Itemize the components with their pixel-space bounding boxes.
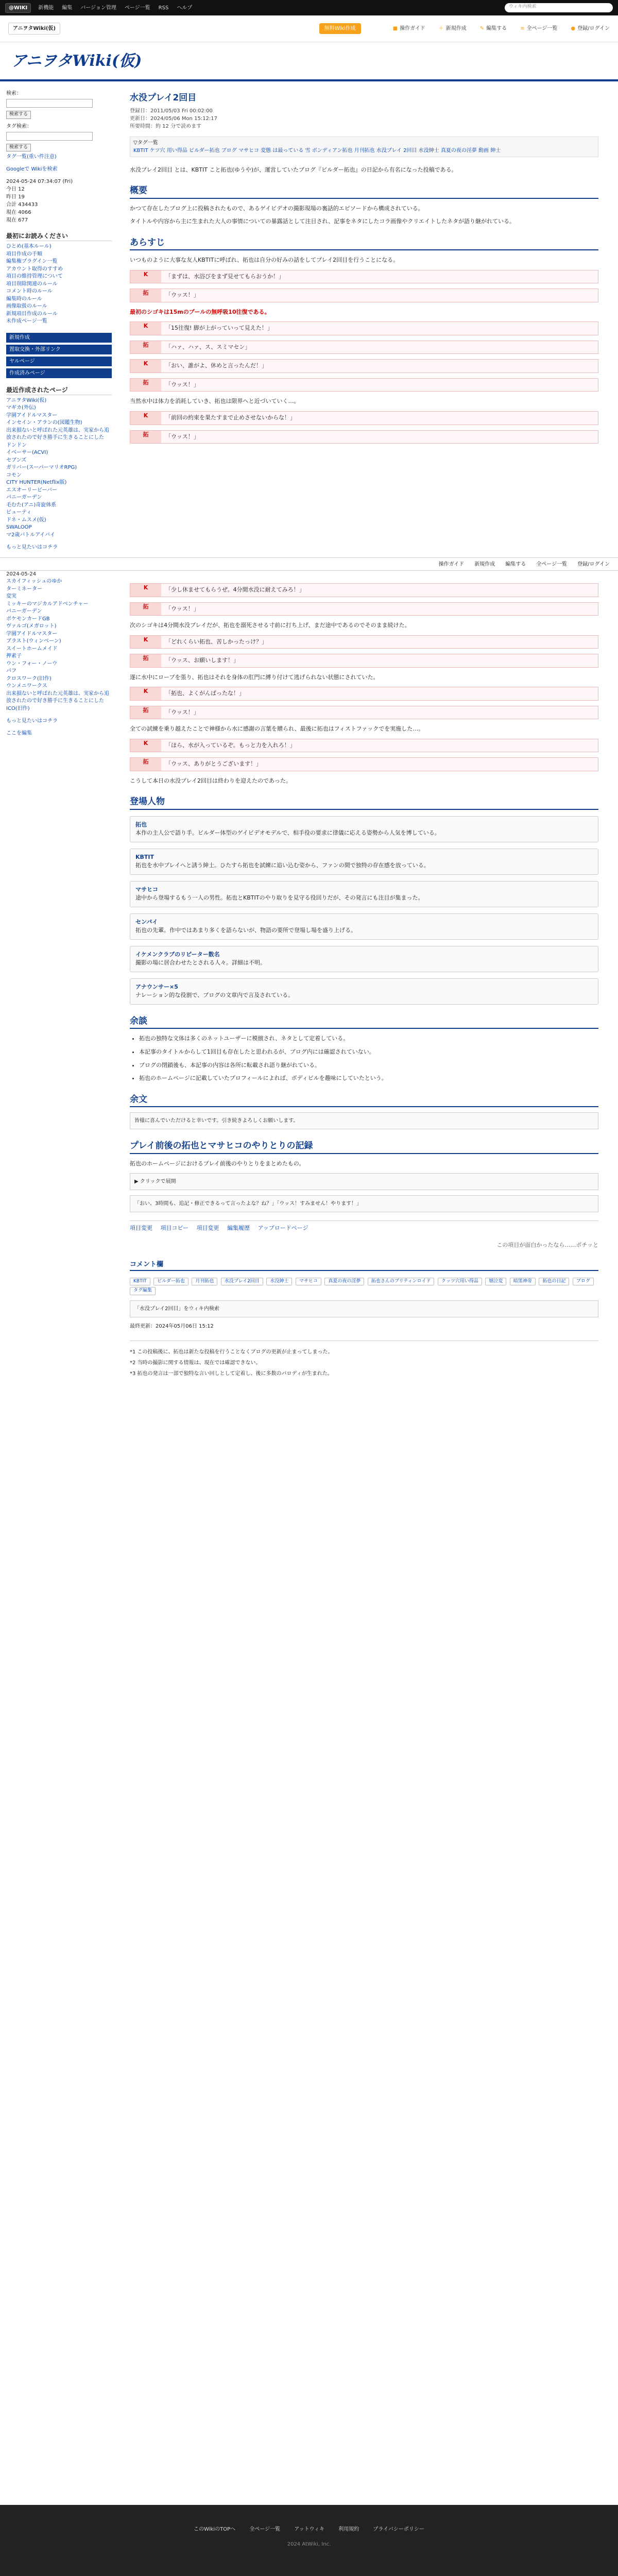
last-updated: 最終更新：2024年05月06日 15:12: [130, 1323, 214, 1329]
site-name[interactable]: アニヲタWiki(仮): [8, 23, 60, 35]
footnote: *2 当時の撮影に関する情報は、現在では確認できない。: [130, 1360, 261, 1366]
footer: [0, 2505, 618, 2576]
new-page-button[interactable]: ＋ 新規作成: [438, 26, 467, 31]
plus-icon: ＋: [438, 26, 444, 31]
menu-help[interactable]: ヘルプ: [177, 5, 193, 11]
action-link[interactable]: 項目変更: [130, 1225, 152, 1232]
section-characters: 登場人物: [130, 795, 598, 810]
site-toolbar: [0, 15, 618, 42]
wiki-header: [0, 42, 618, 81]
user-icon: ●: [571, 26, 576, 31]
footer-links: [0, 2526, 618, 2533]
character-name: 拓也: [135, 821, 147, 828]
character-name: KBTIT: [135, 853, 154, 860]
page-action-links: [130, 1221, 598, 1233]
notice-link[interactable]: 新規項目作成のルール: [6, 311, 58, 317]
tag-chip[interactable]: 拓也の日記: [539, 1278, 569, 1286]
copyright: 2024 AtWiki, Inc.: [287, 2541, 331, 2547]
recent-link[interactable]: マ2歳バトルアイバイ: [6, 532, 56, 538]
footer-link[interactable]: このWikiのTOPへ: [194, 2527, 236, 2532]
dialogue-line: K 「前回の約束を果たすまで止めさせないからな！」: [130, 411, 598, 425]
recent-updated-list: [6, 578, 112, 713]
stats-yesterday: 昨日 19: [6, 194, 25, 200]
character-name: アナウンサー×5: [135, 983, 178, 990]
menu-rss[interactable]: RSS: [158, 5, 169, 11]
footnote: *1 この投稿後に、拓也は新たな投稿を行うことなくブログの更新が止まってしまった。: [130, 1349, 333, 1355]
notice-link[interactable]: 未作成ページ一覧: [6, 318, 47, 324]
notice-link[interactable]: ひとめ(基本ルール): [6, 244, 52, 249]
nav-created[interactable]: 作成済みページ: [6, 368, 112, 378]
character-card: [130, 913, 598, 940]
recent-link[interactable]: ドンドン: [6, 442, 27, 448]
tag-edit-button[interactable]: タグ編集: [130, 1287, 156, 1295]
section-trivia: 余談: [130, 1015, 598, 1029]
trivia-list: [139, 1034, 598, 1082]
updated-link[interactable]: 学園アイドルマスター: [6, 631, 58, 637]
recent-link[interactable]: エスオーリービーバー: [6, 487, 58, 493]
notice-link[interactable]: アカウント取得のすすめ: [6, 266, 63, 272]
dialogue-line: K 「ほら、水が入っているぞ。もっと力を入れろ！」: [130, 739, 598, 753]
recent-link[interactable]: インセイン・アランの(図鑑生物): [6, 420, 82, 426]
notice-link[interactable]: 項目作成の手順: [6, 251, 42, 257]
recent-link[interactable]: ビューティ: [6, 510, 32, 515]
google-search-link[interactable]: Googleで Wikiを検索: [6, 166, 58, 172]
character-desc: 拓也の先輩。作中ではあまり多くを語らないが、物語の要所で登場し場を盛り上げる。: [135, 927, 356, 934]
records-text: 拓也のホームページにおけるプレイ前後のやりとりをまとめたもの。: [130, 1160, 305, 1167]
nav-new[interactable]: 新規作成: [6, 333, 112, 343]
updated-link[interactable]: パニーガーデン: [6, 608, 42, 614]
tag-help-link[interactable]: タグ一覧(重い件注意): [6, 154, 57, 160]
updated-link[interactable]: クロスワーク(旧作): [6, 675, 52, 682]
notice-link[interactable]: 項目の維持管理について: [6, 274, 63, 279]
character-desc: 本作の主人公で語り手。ビルダー体型のゲイビデオモデルで、相手役の要求に律儀に応える姿勢から人気を博している。: [135, 829, 440, 837]
recent-link[interactable]: 出来損ないと呼ばれた元英雄は、実家から追放されたので好き勝手に生きることにした: [6, 427, 109, 440]
recent-link[interactable]: ガリバー(スーパーマリオRPG): [6, 465, 77, 470]
tag-list-label: ▽タグ一覧: [133, 140, 158, 146]
recent-link[interactable]: コモン: [6, 472, 22, 478]
notice-link[interactable]: 画像取扱のルール: [6, 303, 47, 309]
overview-text-1: かつて存在したブログ上に投稿されたもので、あるゲイビデオの撮影現場の裏話的エピソードから構成されている。: [130, 205, 424, 212]
read-time: 所要時間：約 12 分で読めます: [130, 123, 202, 129]
notice-heading: 最初にお読みください: [6, 231, 112, 241]
recent-link[interactable]: イベーサー(ACVI): [6, 450, 48, 455]
updated-link[interactable]: ヴァルゴ(メガロット): [6, 623, 57, 629]
character-name: センパイ: [135, 918, 158, 925]
atwiki-top-bar: [0, 0, 618, 15]
character-name: マサヒコ: [135, 886, 158, 893]
recent-updated-more-link[interactable]: もっと見たいはコチラ: [6, 718, 58, 724]
recent-link[interactable]: CITY HUNTER(Netflix版): [6, 480, 67, 485]
menu-new[interactable]: 新機能: [38, 5, 54, 11]
updated-link[interactable]: ウンメニワークス: [6, 683, 47, 689]
recent-link[interactable]: パニーガーデン: [6, 495, 42, 500]
section-records: プレイ前後の拓也とマサヒコのやりとりの記録: [130, 1140, 598, 1154]
character-desc: 途中から登場するもう一人の男性。拓也とKBTITのやり取りを見守る役回りだが、その発言にも注目が集まった。: [135, 894, 424, 902]
tag-chip[interactable]: 暗黒神帝: [510, 1278, 536, 1286]
recent-more-link[interactable]: もっと見たいはコチラ: [6, 545, 58, 550]
login-button[interactable]: ● 登録/ログイン: [571, 26, 610, 31]
updated-link[interactable]: 出来損ないと呼ばれた元英雄は、実家から追放されたので好き勝手に生きることにした: [6, 690, 109, 704]
updated-link[interactable]: ブラスト(ウィンベーン): [6, 638, 61, 644]
character-card: [130, 946, 598, 972]
dialogue-line: K 「15往復! 脚が上がっていって見えた！」: [130, 321, 598, 335]
footer-link[interactable]: 全ページ一覧: [249, 2527, 281, 2532]
sidebar: [6, 88, 112, 742]
edit-sidebar-link[interactable]: ここを編集: [6, 731, 32, 736]
guide-icon: ■: [392, 26, 398, 31]
edit-link[interactable]: 編集する: [505, 561, 526, 567]
character-card: [130, 881, 598, 907]
article-continued: [130, 578, 598, 1381]
dialogue-line: 拓 「ウッス！」: [130, 289, 598, 302]
tag-search-label: タグ検索：: [6, 123, 32, 129]
pencil-icon: ✎: [479, 26, 485, 31]
tag-chip[interactable]: ブログ: [573, 1278, 594, 1286]
recent-link[interactable]: 毛むた(アニ)奇旋体系: [6, 502, 57, 508]
updated-link[interactable]: ターミネーター: [6, 586, 42, 592]
stats-total: 合計 434433: [6, 202, 38, 208]
notice-list: [6, 243, 112, 326]
sidebar-search-button[interactable]: 検索する: [6, 111, 31, 119]
character-desc: ナレーション的な役割で、ブログの文章内で言及されている。: [135, 992, 294, 999]
all-pages-button[interactable]: ≡ 全ページ一覧: [520, 26, 558, 31]
footer-link[interactable]: プライバシーポリシー: [373, 2527, 424, 2532]
dialogue-line: K 「まずは、水浴びをまず見せてもらおうか！」: [130, 270, 598, 284]
tag-chip[interactable]: 水没紳士: [266, 1278, 292, 1286]
article: [130, 92, 598, 449]
page-meta: [130, 107, 598, 130]
character-card: [130, 816, 598, 842]
afterword-text: 皆様に喜んでいただけると幸いです。引き続きよろしくお願いします。: [130, 1112, 598, 1129]
stats-online: 現在 677: [6, 217, 28, 223]
footer-link[interactable]: 利用規約: [338, 2527, 359, 2532]
wiki-title[interactable]: アニヲタWiki(仮): [11, 52, 142, 70]
trivia-item: • ブログの閉鎖後も、本記事の内容は各所に転載され語り継がれている。: [139, 1061, 598, 1070]
create-wiki-button[interactable]: 無料Wiki作成: [319, 23, 361, 34]
updated-link[interactable]: スカイフィッシュのゆか: [6, 579, 62, 584]
dialogue-line: 拓 「ハァ、ハァ、ス、スミマセン」: [130, 341, 598, 354]
recent-link[interactable]: マギカ(外伝): [6, 405, 36, 411]
action-link[interactable]: アップロードページ: [258, 1225, 308, 1232]
tag-list-items[interactable]: KBTIT ケツ穴 用い得品 ビルダー拓也 ブログ マサヒコ 変態 は最っている 雪 ボンディアン拓也 月刊拓也 水没プレイ 2回目 水没紳士 真夏の夜の淫夢 動画 紳士: [133, 147, 501, 154]
atwiki-logo[interactable]: @WIKI: [5, 3, 31, 13]
tag-chip[interactable]: 嬉泣変: [485, 1278, 506, 1286]
character-card: [130, 978, 598, 1005]
login-link[interactable]: 登録/ログイン: [577, 561, 610, 567]
dialogue-line: 拓 「ウッス、ありがとうございます！」: [130, 757, 598, 771]
trivia-item: • 拓也のホームページに記載していたプロフィールによれば、ボディビルを趣味にしていたという。: [139, 1074, 598, 1083]
action-link[interactable]: 項目変更: [196, 1225, 219, 1232]
records-quote: 「おい、3時間も、追記・修正できるって言ったよな？ね？」「ウッス！すみません！やります！」: [130, 1195, 598, 1212]
notice-link[interactable]: 編集権プラグイン一覧: [6, 259, 58, 264]
page-frame: [0, 42, 618, 2505]
overview-text-2: タイトルや内容から主に生まれた大人の事情についての暴露話として注目され、記事をネタにしたコラ画像やクリエイトしたネタが語り継がれている。: [130, 218, 515, 225]
updated-link[interactable]: スイートホームメイド: [6, 646, 58, 652]
tag-search-button[interactable]: 検索する: [6, 144, 31, 152]
recent-link[interactable]: ドネ・ムスメ(仮): [6, 517, 46, 523]
recent-list: [6, 397, 112, 539]
notice-link[interactable]: コメント時のルール: [6, 289, 53, 294]
menu-pages[interactable]: ページ一覧: [124, 5, 150, 11]
tag-chip[interactable]: ビルダー拓也: [153, 1278, 188, 1286]
updated-link[interactable]: 変実: [6, 594, 16, 599]
trivia-item: • 拓也の独特な文体は多くのネットユーザーに模倣され、ネタとして定着している。: [139, 1034, 598, 1043]
recent-link[interactable]: 学園アイドルマスター: [6, 412, 58, 418]
action-link[interactable]: 編集履歴: [227, 1225, 250, 1232]
synopsis-text-3: 当然水中は体力を消耗していき、拓也は限界へと近づいていく…。: [130, 398, 300, 405]
synopsis-text-5: 遂に水中にロープを張り、拓也はそれを身体の肛門に縛り付けて逃げられない状態にされていた。: [130, 673, 379, 681]
updated-link[interactable]: ウン・フォー・ノーウ: [6, 660, 58, 667]
synopsis-text-7: こうして本日の水没プレイ2回目は終わりを迎えたのであった。: [130, 777, 291, 784]
tag-chip[interactable]: 真夏の夜の淫夢: [324, 1278, 364, 1286]
tag-search-input[interactable]: [6, 132, 93, 141]
pages-link[interactable]: 全ページ一覧: [536, 561, 568, 567]
recent-link[interactable]: SWALOOP: [6, 524, 32, 530]
tag-chip[interactable]: KBTIT: [130, 1278, 150, 1286]
synopsis-text-4: 次のシゴキは4分間水没プレイだが、拓也を溺死させる寸前に打ち上げ、まだ途中であるのでそのまま続けた。: [130, 622, 410, 629]
nav-links[interactable]: 置取交換・外部リンク: [6, 345, 112, 354]
like-prompt: この項目が面白かったなら……ポチッと: [496, 1241, 598, 1248]
trivia-item: • 本記事のタイトルからして1回目も存在したと思われるが、ブログ内には確認されていない。: [139, 1047, 598, 1057]
recent-link[interactable]: セブンズ: [6, 457, 27, 463]
updated-link[interactable]: ICO(旧作): [6, 705, 30, 711]
edit-button[interactable]: ✎ 編集する: [479, 26, 507, 31]
sidebar-search-input[interactable]: [6, 99, 93, 108]
footnote: *3 拓也の発言は一部で独特な言い回しとして定着し、後に多数のパロディが生まれた。: [130, 1370, 333, 1377]
created-date: 登録日：2011/05/03 Fri 00:02:00: [130, 108, 213, 114]
footer-link[interactable]: アットウィキ: [294, 2527, 325, 2532]
wiki-search-share[interactable]: 「水没プレイ2回目」をウィキ内検索: [130, 1300, 598, 1317]
guide-link[interactable]: 操作ガイド: [438, 561, 465, 567]
updated-date: 更新日：2024/05/06 Mon 15:12:17: [130, 115, 217, 122]
section-afterword: 余文: [130, 1093, 598, 1108]
tag-chip[interactable]: マサヒコ: [296, 1278, 321, 1286]
notice-link[interactable]: 項目削除関連のルール: [6, 281, 58, 287]
character-desc: 拓也を水中プレイへと誘う紳士。ひたすら拓也を試練に追い込む姿から、ファンの間で独特の存在感を放っている。: [135, 862, 430, 869]
dialogue-line: K 「おい、誰がよ、休めと言ったんだ！」: [130, 359, 598, 373]
section-comments[interactable]: コメント欄: [130, 1260, 598, 1271]
dialogue-line: 拓 「ウッス！」: [130, 602, 598, 616]
updated-link[interactable]: ポケモンカードGB: [6, 616, 50, 622]
page-title: 水没プレイ2回目: [130, 93, 197, 103]
character-name: イケメンクラブのリピーター数名: [135, 951, 220, 958]
stats-today: 今日 12: [6, 187, 25, 192]
character-card: [130, 849, 598, 875]
updated-link[interactable]: パフ: [6, 668, 16, 674]
intro-text: 水没プレイ2回目 とは、KBTIT こと拓也(ゆうや)が、運営していたブログ『ビルダー拓也』の日記から有名になった投稿である。: [130, 166, 457, 173]
dialogue-line: K 「少し休ませてもらうぜ。4分間水没に耐えてみろ！」: [130, 583, 598, 597]
expand-toggle[interactable]: ▶ クリックで展開: [130, 1173, 598, 1190]
footnotes: [130, 1341, 598, 1378]
nav-random[interactable]: ヤルページ: [6, 357, 112, 366]
menu-version[interactable]: バージョン管理: [80, 5, 116, 11]
expand-icon: ▶: [134, 1179, 140, 1185]
stats-current: 現在 4066: [6, 210, 31, 215]
tag-list[interactable]: [130, 137, 598, 157]
recent-updated-date: 2024-05-24: [6, 571, 37, 577]
updated-link[interactable]: ミッキーのマジカルアドベンチャー: [6, 601, 89, 607]
search-label: 検索：: [6, 91, 22, 96]
section-overview: 概要: [130, 184, 598, 199]
tag-box: [130, 1276, 598, 1295]
character-desc: 撮影の場に居合わせたとされる人々。詳細は不明。: [135, 959, 266, 967]
tag-chip[interactable]: 月刊拓也: [192, 1278, 217, 1286]
tag-chip[interactable]: クッツ穴用い得品: [438, 1278, 482, 1286]
menu-edit[interactable]: 編集: [62, 5, 73, 11]
new-link[interactable]: 新規作成: [474, 561, 495, 567]
stats-date: 2024-05-24 07:34:07 (Fri): [6, 179, 73, 184]
tag-chip[interactable]: 水没プレイ2回目: [221, 1278, 263, 1286]
notice-link[interactable]: 編集時のルール: [6, 296, 42, 302]
recent-link[interactable]: アニヲタWiki(仮): [6, 397, 47, 403]
guide-button[interactable]: ■ 操作ガイド: [392, 26, 425, 31]
dialogue-line: 拓 「ウッス！」: [130, 430, 598, 444]
dialogue-line: K 「どれくらい拓也、苦しかったっけ？」: [130, 635, 598, 649]
dialogue-line: 拓 「ウッス！」: [130, 378, 598, 392]
inline-toolbar: [0, 557, 618, 571]
updated-link[interactable]: 押素子: [6, 653, 22, 659]
synopsis-text-2: 最初のシゴキは15mのプールの無呼吸10往復である。: [130, 308, 270, 315]
list-icon: ≡: [520, 26, 525, 31]
recent-heading: 最近作成されたページ: [6, 385, 112, 395]
dialogue-line: 拓 「ウッス！」: [130, 706, 598, 720]
dialogue-line: 拓 「ウッス、お願いします！」: [130, 654, 598, 668]
action-link[interactable]: 項目コピー: [160, 1225, 189, 1232]
section-synopsis: あらすじ: [130, 236, 598, 251]
dialogue-line: K 「拓也、よくがんばったな！」: [130, 687, 598, 701]
wiki-search-input[interactable]: ウィキ内検索: [505, 3, 613, 12]
synopsis-text-1: いつものように大事な友人KBTITに呼ばれ、拓也は自分の好みの話をしてプレイ2回目を行うことになる。: [130, 257, 399, 264]
tag-chip[interactable]: 拓也さんのブリティンロイド: [368, 1278, 434, 1286]
synopsis-text-6: 全ての試練を乗り越えたことで神様から水に感謝の言葉を贈られ、最後に拓也はフィストファックでを実施した…。: [130, 725, 424, 733]
